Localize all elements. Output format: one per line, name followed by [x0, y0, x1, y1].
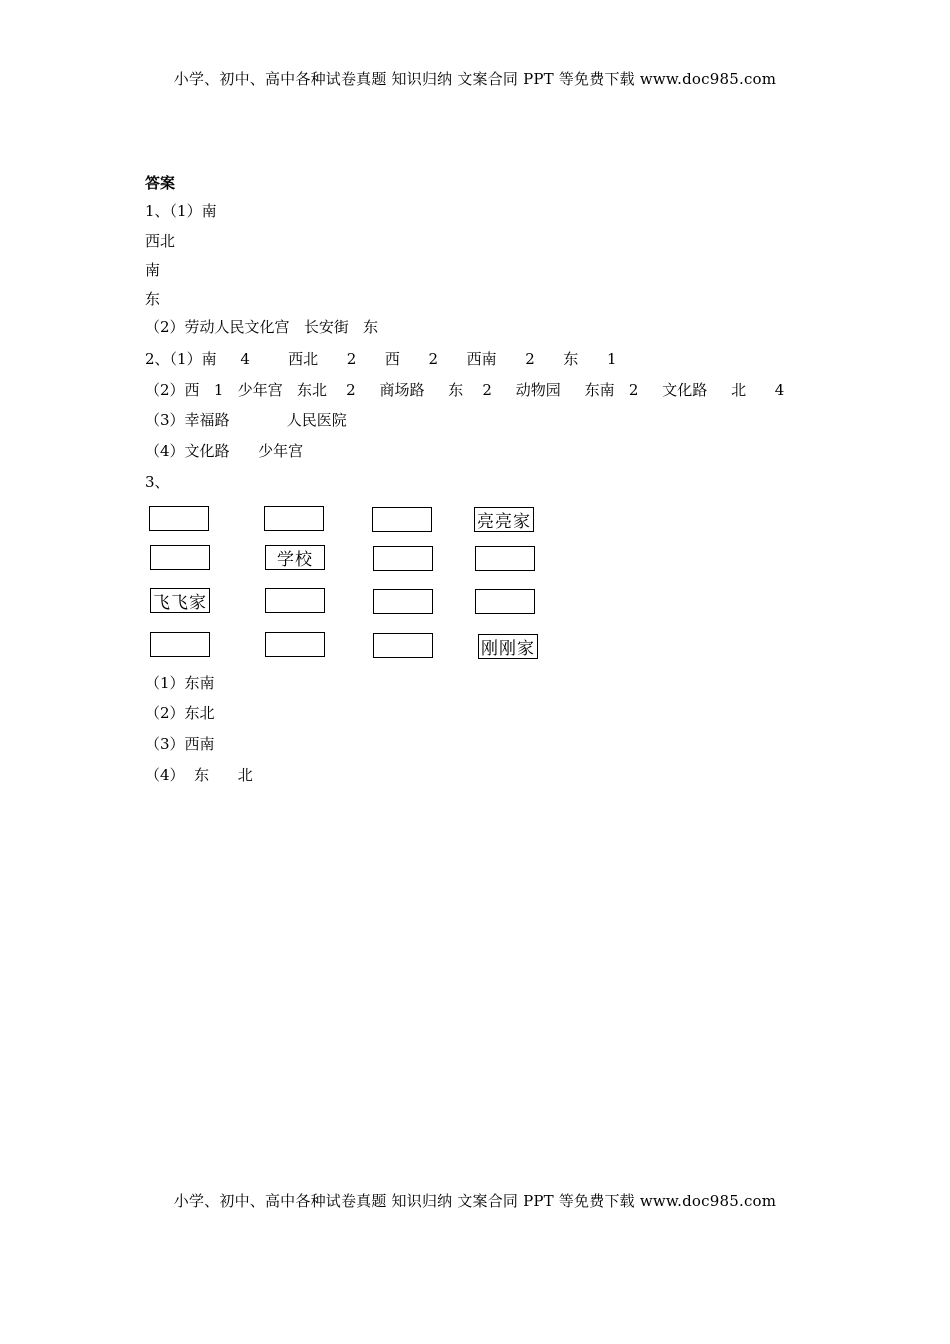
grid-cell — [264, 506, 324, 531]
q2-line-4: （4）文化路 少年宫 — [145, 442, 304, 460]
grid-cell — [265, 632, 325, 657]
q1-line-1: 1、（1）南 — [145, 202, 217, 220]
grid-cell — [149, 506, 209, 531]
grid-cell-feifei-home: 飞飞家 — [150, 588, 210, 613]
page-footer: 小学、初中、高中各种试卷真题 知识归纳 文案合同 PPT 等免费下载 www.doc985.com — [173, 1192, 777, 1210]
grid-cell-school: 学校 — [265, 545, 325, 570]
grid-cell-ganggang-home: 刚刚家 — [478, 634, 538, 659]
grid-cell — [373, 589, 433, 614]
q2-line-2: （2）西 1 少年宫 东北 2 商场路 东 2 动物园 东南 2 文化路 北 4 — [145, 381, 785, 399]
grid-cell — [373, 633, 433, 658]
page-header: 小学、初中、高中各种试卷真题 知识归纳 文案合同 PPT 等免费下载 www.doc985.com — [173, 70, 777, 88]
q3-answer-4: （4） 东 北 — [145, 766, 253, 784]
grid-cell-liangliang-home: 亮亮家 — [474, 507, 534, 532]
grid-cell — [265, 588, 325, 613]
grid-cell — [372, 507, 432, 532]
answers-title: 答案 — [145, 174, 176, 192]
q2-line-1: 2、（1）南 4 西北 2 西 2 西南 2 东 1 — [145, 350, 617, 368]
q1-line-4: 东 — [145, 290, 161, 308]
grid-cell — [475, 546, 535, 571]
q3-label: 3、 — [145, 473, 170, 491]
q1-line-3: 南 — [145, 261, 161, 279]
q3-answer-2: （2）东北 — [145, 704, 215, 722]
q3-answer-1: （1）东南 — [145, 674, 215, 692]
q2-line-3: （3）幸福路 人民医院 — [145, 411, 347, 429]
q3-answer-3: （3）西南 — [145, 735, 215, 753]
grid-cell — [150, 545, 210, 570]
q1-line-5: （2）劳动人民文化宫 长安街 东 — [145, 318, 379, 336]
grid-cell — [150, 632, 210, 657]
q1-line-2: 西北 — [145, 232, 176, 250]
grid-cell — [373, 546, 433, 571]
grid-cell — [475, 589, 535, 614]
